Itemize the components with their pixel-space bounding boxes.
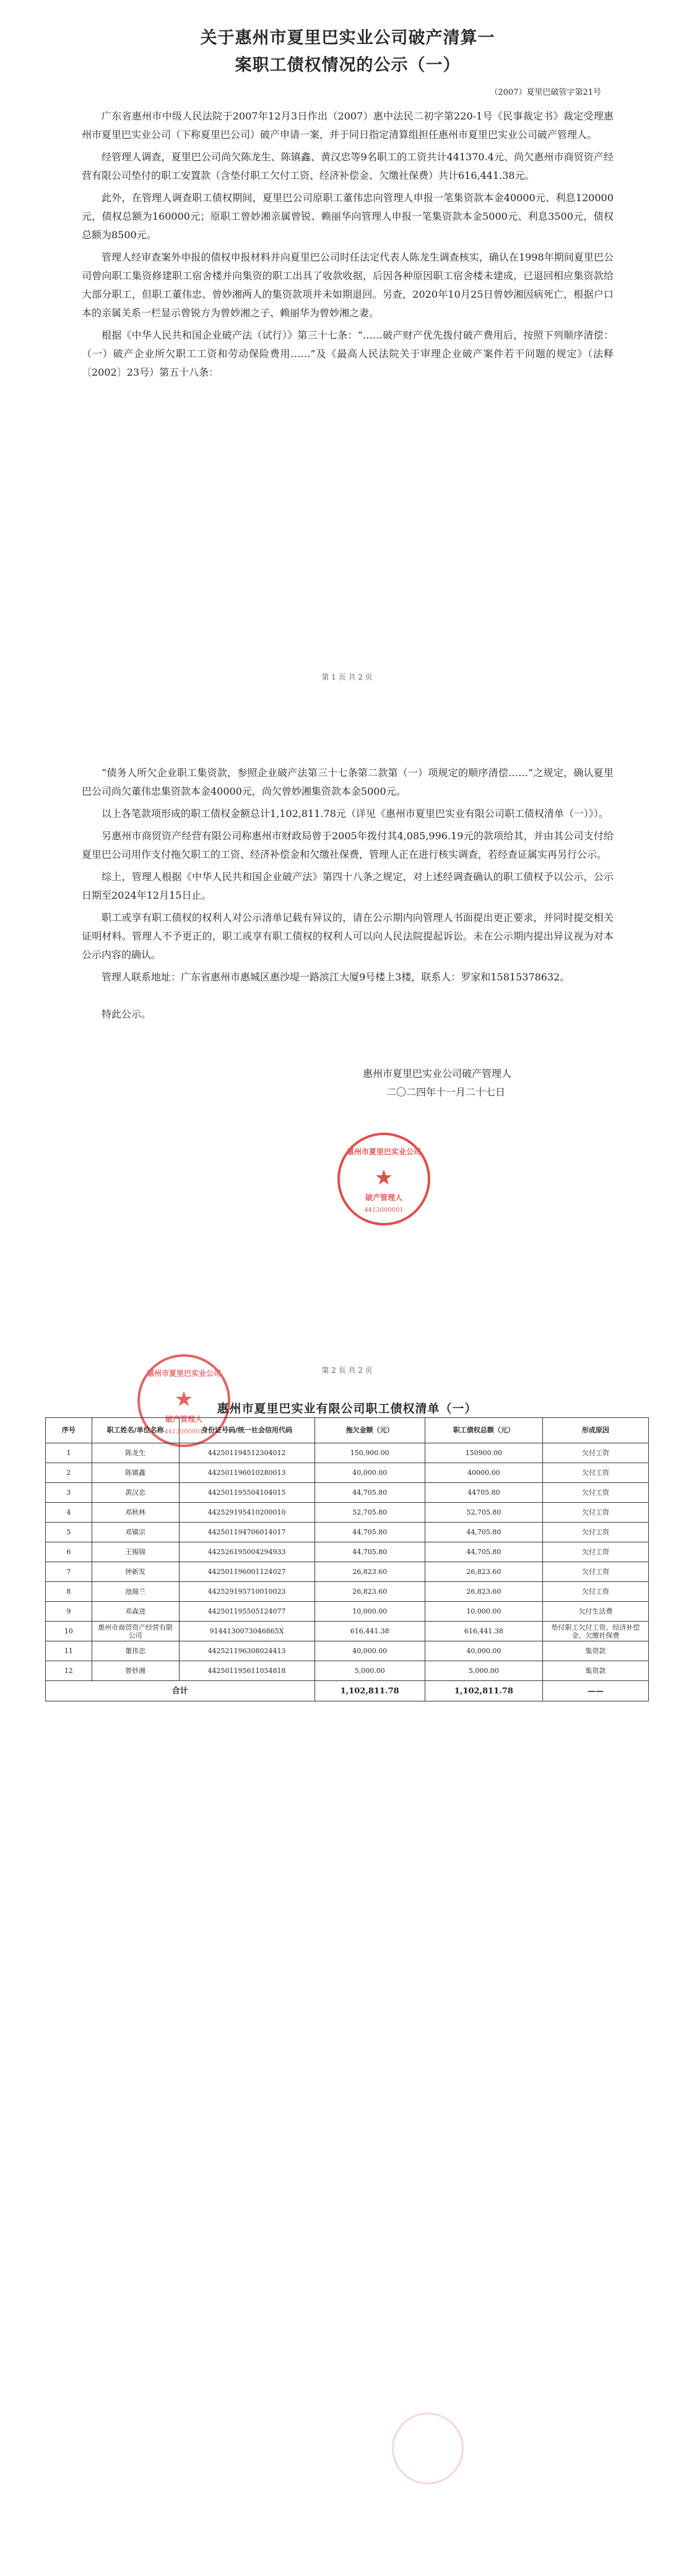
seal-star-icon: ★ <box>374 1165 394 1190</box>
row-number: 7 <box>46 1562 92 1582</box>
title-line-1: 关于惠州市夏里巴实业公司破产清算一 <box>200 28 495 48</box>
faded-seal-mark <box>392 2413 464 2484</box>
creditor-name: 陈镇鑫 <box>92 1463 179 1483</box>
reason: 欠付工资 <box>543 1483 649 1503</box>
id-code: 442501195611054818 <box>179 1661 314 1681</box>
reason: 欠付工资 <box>543 1562 649 1582</box>
id-code: 442521196308024413 <box>179 1641 314 1661</box>
owed-amount: 616,441.38 <box>314 1622 425 1641</box>
row-number: 1 <box>46 1443 92 1463</box>
paragraph: 根据《中华人民共和国企业破产法（试行）》第三十七条：“……破产财产优先拨付破产费用后，按照下列顺序清偿：（一）破产企业所欠职工工资和劳动保险费用……”及《最高人民法院关于审理企业破产案件若干问题的规定》（法释〔2002〕23号）第五十八条： <box>82 329 614 378</box>
notice-page-2 <box>0 693 694 1386</box>
paragraph: 另惠州市商贸资产经营有限公司称惠州市财政局曾于2005年拨付其4,085,996.19元的款项给其，并由其公司支付给夏里巴公司用作支付拖欠职工的工资、经济补偿金和欠缴社保费，管理人正在进行核实调查，若经查证属实再另行公示。 <box>82 830 614 860</box>
table-row <box>46 1523 649 1542</box>
id-code: 9144130073046865X <box>179 1622 314 1641</box>
table-row <box>46 1542 649 1562</box>
creditor-name: 董伟忠 <box>92 1641 179 1661</box>
row-number: 6 <box>46 1542 92 1562</box>
row-number: 12 <box>46 1661 92 1681</box>
reason: 集资款 <box>543 1641 649 1661</box>
seal-ring-text: 惠州市夏里巴实业公司 <box>146 1369 221 1378</box>
reason: 垫付职工欠付工资、经济补偿金、欠缴社保费 <box>543 1622 649 1641</box>
reason: 欠付工资 <box>543 1582 649 1602</box>
table-row <box>46 1503 649 1523</box>
owed-amount: 5,000.00 <box>314 1661 425 1681</box>
paragraph: 管理人联系地址：广东省惠州市惠城区惠沙堤一路滨江大厦9号楼上3楼，联系人：罗家和15815378632。 <box>102 971 570 983</box>
owed-amount: 44,705.80 <box>314 1523 425 1542</box>
seal-code: 4413000001 <box>364 1207 404 1214</box>
creditor-name: 黄汉忠 <box>92 1483 179 1503</box>
table-row <box>46 1562 649 1582</box>
owed-amount: 10,000.00 <box>314 1602 425 1622</box>
owed-amount: 26,823.60 <box>314 1562 425 1582</box>
id-code: 442529195410200010 <box>179 1503 314 1523</box>
owed-amount: 44,705.80 <box>314 1542 425 1562</box>
seal-center-text: 破产管理人 <box>165 1415 202 1424</box>
page-number: 第 2 页 共 2 页 <box>321 1366 373 1375</box>
claim-total: 26,823.60 <box>425 1562 542 1582</box>
claim-total: 616,441.38 <box>425 1622 542 1641</box>
total-owed: 1,102,811.78 <box>314 1681 425 1701</box>
owed-amount: 52,705.80 <box>314 1503 425 1523</box>
row-number: 9 <box>46 1602 92 1622</box>
signature-organization: 惠州市夏里巴实业公司破产管理人 <box>362 1068 511 1079</box>
owed-amount: 40,000.00 <box>314 1641 425 1661</box>
creditor-name: 王锡锦 <box>92 1542 179 1562</box>
paragraph: 管理人经审查案外申报的债权申报材料并向夏里巴公司时任法定代表人陈龙生调查核实，确认在1998年期间夏里巴公司曾向职工集资修建职工宿舍楼并向集资的职工出具了收款收据，后因各种原因职工宿舍楼未建成，已退回相应集资款给大部分职工，但职工董伟忠、曾妙湘两人的集资款项并未如期退回。另查，2020年10月25日曾妙湘因病死亡，根据户口本的亲属关系一栏显示曾锐方为曾妙湘之子、赖丽华为曾妙湘之妻。 <box>82 251 614 319</box>
claim-total: 10,000.00 <box>425 1602 542 1622</box>
id-code: 442501196010280013 <box>179 1463 314 1483</box>
creditor-name: 邓秋林 <box>92 1503 179 1523</box>
page-number: 第 1 页 共 2 页 <box>321 673 373 681</box>
claim-total: 40,000.00 <box>425 1641 542 1661</box>
creditor-table <box>45 1417 649 1701</box>
table-row <box>46 1641 649 1661</box>
id-code: 442501194512304012 <box>179 1443 314 1463</box>
reason: 欠付工资 <box>543 1503 649 1523</box>
id-code: 442526195004294933 <box>179 1542 314 1562</box>
table-row <box>46 1483 649 1503</box>
creditor-name: 邓森进 <box>92 1602 179 1622</box>
claim-total: 26,823.60 <box>425 1582 542 1602</box>
notice-title <box>82 25 614 79</box>
total-reason: —— <box>543 1681 649 1701</box>
claim-total: 44,705.80 <box>425 1523 542 1542</box>
creditor-list-title: 惠州市夏里巴实业有限公司职工债权清单（一） <box>217 1402 477 1416</box>
header-cell: 职工债权总额（元） <box>425 1418 542 1443</box>
paragraph: 经管理人调查，夏里巴公司尚欠陈龙生、陈镇鑫、黄汉忠等9名职工的工资共计441370.4元、尚欠惠州市商贸资产经营有限公司垫付的职工安置款（含垫付职工欠付工资、经济补偿金、欠缴社保费）共计616,441.38元。 <box>82 151 614 181</box>
official-seal <box>337 1133 430 1225</box>
document-number: （2007）夏里巴破管字第21号 <box>490 88 601 97</box>
owed-amount: 150,900.00 <box>314 1443 425 1463</box>
notice-page-1 <box>0 0 694 693</box>
claim-total: 44705.80 <box>425 1483 542 1503</box>
paragraph: 广东省惠州市中级人民法院于2007年12月3日作出（2007）惠中法民二初字第220-1号《民事裁定书》裁定受理惠州市夏里巴实业公司（下称夏里巴公司）破产申请一案，并于同日指定清算组担任惠州市夏里巴实业公司破产管理人。 <box>82 110 614 140</box>
id-code: 442501196001124027 <box>179 1562 314 1582</box>
paragraph: 以上各笔款项形成的职工债权金额总计1,102,811.78元（详见《惠州市夏里巴实业有限公司职工债权清单（一）》）。 <box>102 808 609 819</box>
creditor-name: 池瑞兰 <box>92 1582 179 1602</box>
id-code: 442501195505124077 <box>179 1602 314 1622</box>
id-code: 442501195504104015 <box>179 1483 314 1503</box>
header-cell: 职工姓名/单位名称 <box>92 1418 179 1443</box>
header-cell: 身份证号码/统一社会信用代码 <box>179 1418 314 1443</box>
row-number: 8 <box>46 1582 92 1602</box>
creditor-name: 钟新发 <box>92 1562 179 1582</box>
creditor-name: 陈龙生 <box>92 1443 179 1463</box>
row-number: 3 <box>46 1483 92 1503</box>
reason: 欠付生活费 <box>543 1602 649 1622</box>
row-number: 11 <box>46 1641 92 1661</box>
paragraph: 综上，管理人根据《中华人民共和国企业破产法》第四十八条之规定，对上述经调查确认的职工债权予以公示，公示日期至2024年12月15日止。 <box>82 871 614 901</box>
title-line-2: 案职工债权情况的公示（一） <box>235 56 461 75</box>
paragraph: 此外，在管理人调查职工债权期间，夏里巴公司原职工董伟忠向管理人申报一笔集资款本金40000元、利息120000元，债权总额为160000元；原职工曾妙湘亲属曾锐、赖丽华向管理人申报一笔集资款本金5000元、利息3500元，债权总额为8500元。 <box>82 192 614 241</box>
seal-center-text: 破产管理人 <box>365 1193 402 1202</box>
claim-total: 5,000.00 <box>425 1661 542 1681</box>
total-claims: 1,102,811.78 <box>425 1681 542 1701</box>
reason: 集资款 <box>543 1661 649 1681</box>
total-label: 合计 <box>46 1681 315 1701</box>
row-number: 4 <box>46 1503 92 1523</box>
id-code: 442529195710010023 <box>179 1582 314 1602</box>
reason: 欠付工资 <box>543 1542 649 1562</box>
owed-amount: 40,000.00 <box>314 1463 425 1483</box>
creditor-name: 曾妙湘 <box>92 1661 179 1681</box>
seal-code: 4413000001 <box>164 1428 204 1435</box>
row-number: 2 <box>46 1463 92 1483</box>
table-row <box>46 1463 649 1483</box>
claim-total: 44,705.80 <box>425 1542 542 1562</box>
total-row <box>46 1681 649 1701</box>
row-number: 5 <box>46 1523 92 1542</box>
claim-total: 40000.00 <box>425 1463 542 1483</box>
creditor-name: 邓镇宗 <box>92 1523 179 1542</box>
header-cell: 形成原因 <box>543 1418 649 1443</box>
paragraph: 职工或享有职工债权的权利人对公示清单记载有异议的，请在公示期内向管理人书面提出更正要求，并同时提交相关证明材料。管理人不予更正的，职工或享有职工债权的权利人可以向人民法院提起诉讼。未在公示期内提出异议视为对本公示内容的确认。 <box>82 912 614 961</box>
claim-total: 150900.00 <box>425 1443 542 1463</box>
reason: 欠付工资 <box>543 1523 649 1542</box>
table-row <box>46 1443 649 1463</box>
owed-amount: 26,823.60 <box>314 1582 425 1602</box>
header-cell: 序号 <box>46 1418 92 1443</box>
closing-text: 特此公示。 <box>102 1008 152 1020</box>
table-row <box>46 1622 649 1641</box>
owed-amount: 44,705.80 <box>314 1483 425 1503</box>
reason: 欠付工资 <box>543 1443 649 1463</box>
seal-ring-text: 惠州市夏里巴实业公司 <box>346 1148 421 1156</box>
seal-star-icon: ★ <box>174 1387 194 1412</box>
paragraph: “债务人所欠企业职工集资款，参照企业破产法第三十七条第二款第（一）项规定的顺序清偿……”之规定，确认夏里巴公司尚欠董伟忠集资款本金40000元，尚欠曾妙湘集资款本金5000元。 <box>82 767 614 797</box>
table-row <box>46 1661 649 1681</box>
table-row <box>46 1602 649 1622</box>
creditor-name: 惠州市商贸资产经营有限公司 <box>92 1622 179 1641</box>
signature-date: 二〇二四年十一月二十七日 <box>386 1086 505 1098</box>
table-header-row <box>46 1418 649 1443</box>
header-cell: 拖欠金额（元） <box>314 1418 425 1443</box>
claim-total: 52,705.80 <box>425 1503 542 1523</box>
reason: 欠付工资 <box>543 1463 649 1483</box>
row-number: 10 <box>46 1622 92 1641</box>
table-row <box>46 1582 649 1602</box>
id-code: 442501194706014017 <box>179 1523 314 1542</box>
